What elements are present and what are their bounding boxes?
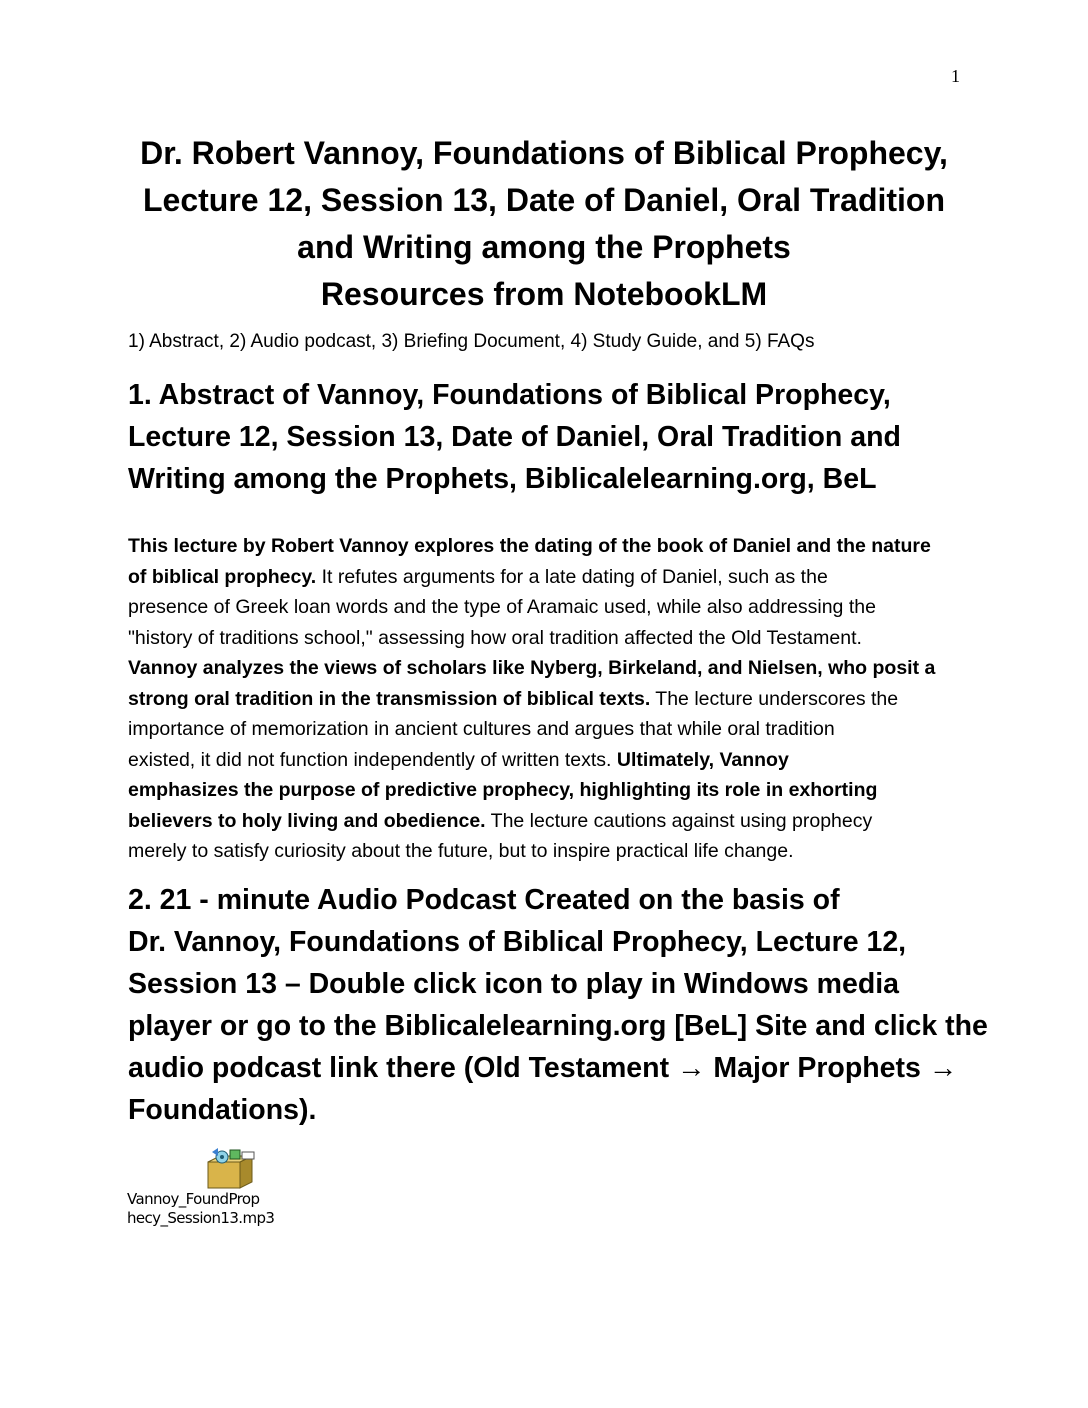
heading-line: 1. Abstract of Vannoy, Foundations of Biblical Prophecy,: [128, 379, 891, 411]
abstract-paragraph: [128, 531, 968, 867]
regular-text: It refutes arguments for a late dating of Daniel, such as the: [316, 565, 828, 588]
media-file-icon: [200, 1148, 264, 1190]
title-line: and Writing among the Prophets: [297, 229, 791, 265]
page-number: 1: [951, 66, 960, 86]
bold-text: strong oral tradition in the transmission of biblical texts.: [128, 687, 651, 710]
abstract-line: [128, 592, 968, 623]
abstract-line: [128, 775, 968, 806]
file-label: Vannoy_FoundProp hecy_Session13.mp3: [127, 1190, 275, 1227]
regular-text: importance of memorization in ancient cultures and argues that while oral tradition: [128, 718, 835, 740]
abstract-line: [128, 806, 968, 837]
abstract-line: [128, 684, 968, 715]
bold-text: of biblical prophecy.: [128, 565, 317, 588]
arrow-right-icon: →: [676, 1052, 706, 1084]
regular-text: "history of traditions school," assessing how oral tradition affected the Old Testament.: [128, 626, 862, 649]
document-title: [100, 130, 988, 318]
heading-line: Foundations).: [128, 1094, 317, 1126]
heading-line: Writing among the Prophets, Biblicalelearning.org, BeL: [128, 463, 877, 495]
heading-line: player or go to the Biblicalelearning.org [BeL] Site and click the: [128, 1010, 988, 1042]
audio-file-icon[interactable]: [127, 1148, 337, 1228]
regular-text: existed, it did not function independently of written texts.: [128, 748, 617, 771]
arrow-right-icon: →: [928, 1052, 958, 1084]
abstract-line: [128, 653, 968, 684]
bold-text: Vannoy analyzes the views of scholars like Nyberg, Birkeland, and Nielsen, who posit a: [128, 657, 936, 679]
section-2-heading: [128, 879, 988, 1131]
heading-line: Lecture 12, Session 13, Date of Daniel, Oral Tradition and: [128, 421, 901, 453]
abstract-line: [128, 531, 968, 562]
regular-text: The lecture cautions against using prophecy: [485, 809, 873, 832]
title-line: Dr. Robert Vannoy, Foundations of Biblical Prophecy,: [140, 135, 948, 171]
section-1-heading: [128, 374, 901, 500]
regular-text: The lecture underscores the: [650, 687, 899, 710]
title-line: Resources from NotebookLM: [320, 276, 768, 312]
abstract-line: [128, 836, 968, 867]
title-line: Lecture 12, Session 13, Date of Daniel, Oral Tradition: [142, 182, 946, 218]
abstract-line: [128, 623, 968, 654]
regular-text: merely to satisfy curiosity about the future, but to inspire practical life change.: [128, 840, 794, 862]
bold-text: emphasizes the purpose of predictive prophecy, highlighting its role in exhorting: [128, 779, 878, 801]
heading-line: audio podcast link there (Old Testament → Major Prophets →: [128, 1052, 958, 1084]
regular-text: presence of Greek loan words and the type of Aramaic used, while also addressing the: [128, 596, 876, 618]
abstract-line: [128, 714, 968, 745]
abstract-line: [128, 562, 968, 593]
abstract-line: [128, 745, 968, 776]
contents-line: 1) Abstract, 2) Audio podcast, 3) Briefing Document, 4) Study Guide, and 5) FAQs: [128, 331, 815, 352]
bold-text: This lecture by Robert Vannoy explores the dating of the book of Daniel and the nature: [128, 535, 931, 557]
heading-line: Session 13 – Double click icon to play in Windows media: [128, 968, 900, 1000]
bold-text: Ultimately, Vannoy: [616, 748, 789, 771]
bold-text: believers to holy living and obedience.: [128, 809, 486, 832]
heading-line: 2. 21 - minute Audio Podcast Created on the basis of: [128, 884, 840, 916]
heading-line: Dr. Vannoy, Foundations of Biblical Prophecy, Lecture 12,: [128, 926, 907, 958]
